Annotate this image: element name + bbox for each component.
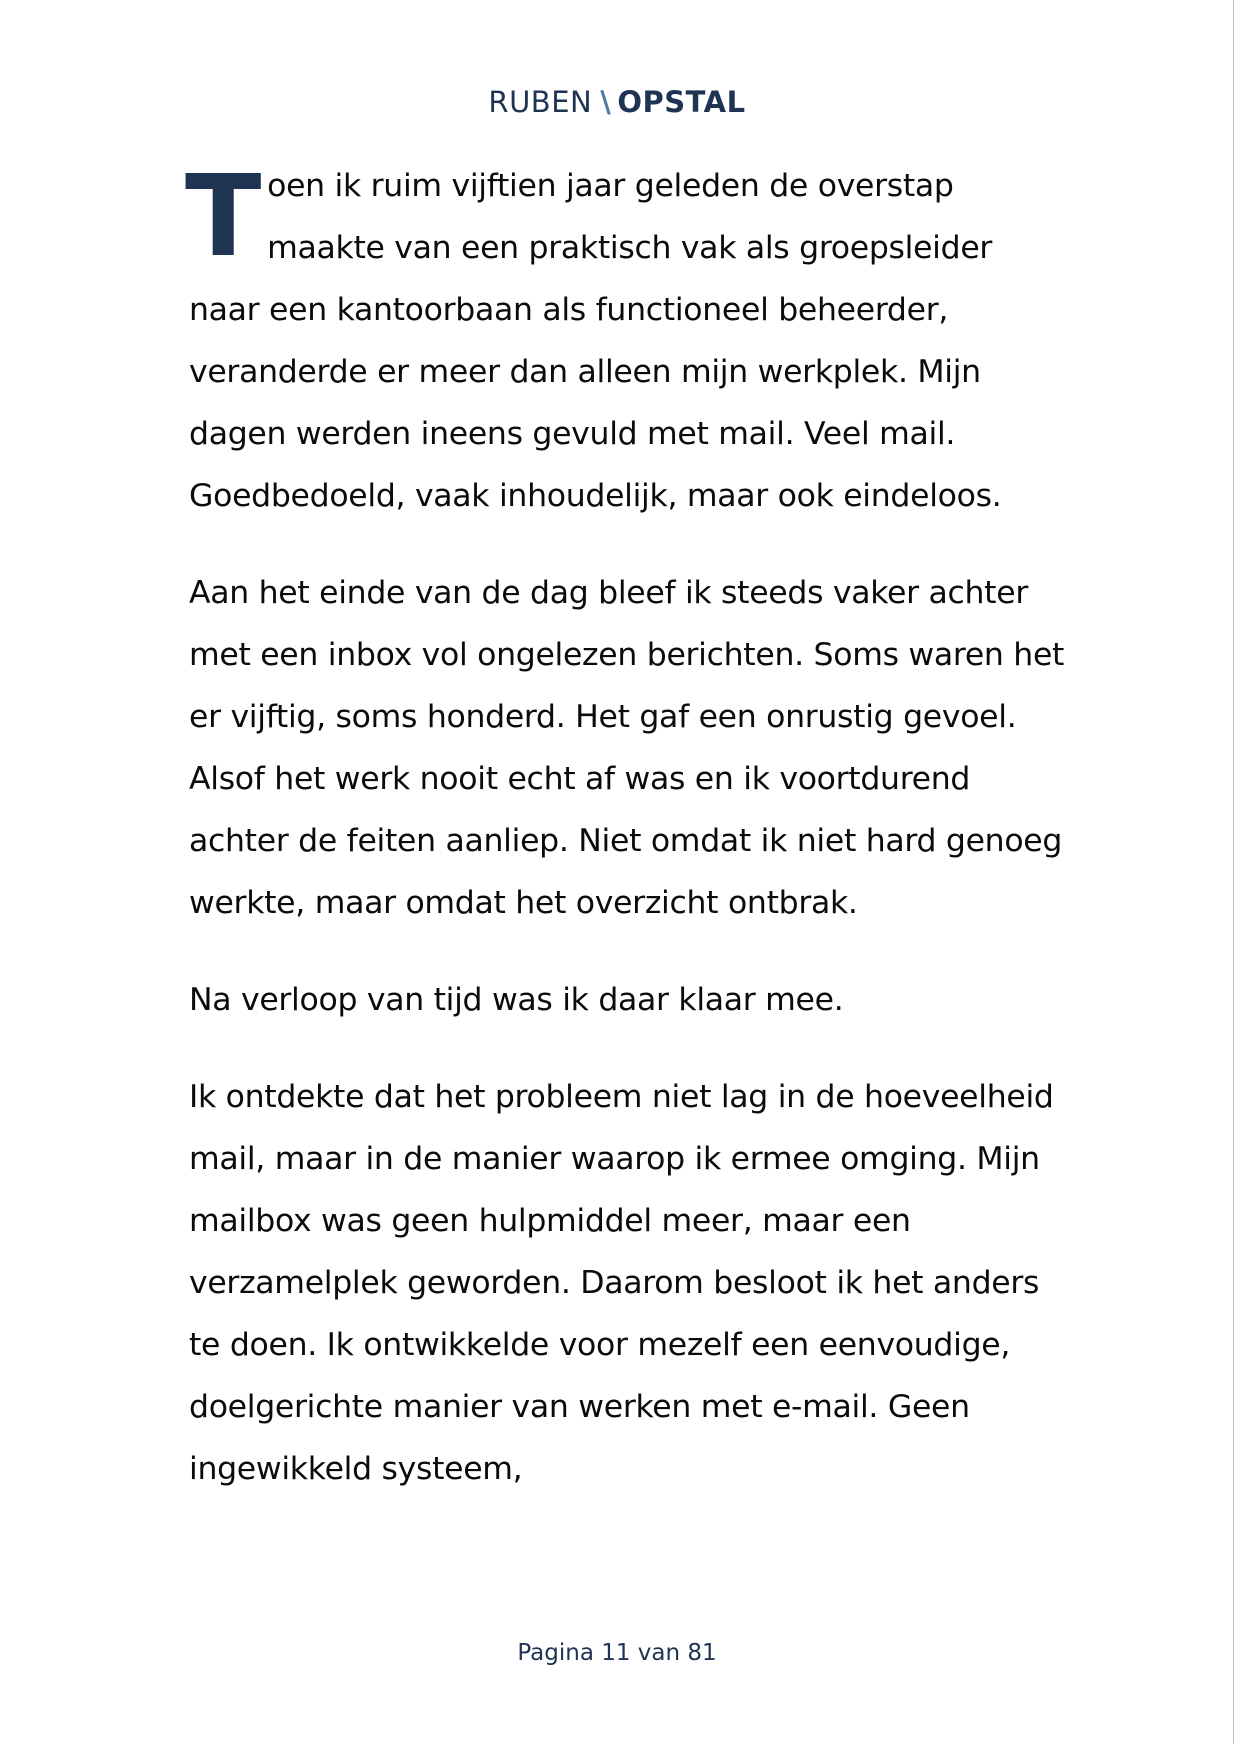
paragraph-2: Aan het einde van de dag bleef ik steeds vaker achter met een inbox vol ongelezen berichten. Soms waren het er vijftig, soms honderd. Het gaf een onrustig gevoel. Alsof het werk nooit echt af was en ik voortdurend achter de feiten aanliep. Niet omdat ik niet hard genoeg werkte, maar omdat het overzicht ontbrak. (189, 575, 1065, 921)
paragraph-4: Ik ontdekte dat het probleem niet lag in de hoeveelheid mail, maar in de manier waarop ik ermee omging. Mijn mailbox was geen hulpmiddel meer, maar een verzamelplek geworden. Daarom besloot ik het anders te doen. Ik ontwikkelde voor mezelf een eenvoudige, doelgerichte manier van werken met e-mail. Geen ingewikkeld systeem, (189, 1079, 1054, 1487)
page-number-footer: Pagina 11 van 81 (517, 1640, 717, 1666)
drop-cap-letter: T (185, 152, 262, 282)
header-separator: \ (600, 85, 612, 119)
paragraph-3: Na verloop van tijd was ik daar klaar mee. (189, 982, 844, 1018)
header-last-name: OPSTAL (617, 85, 746, 119)
paragraph-1-text: oen ik ruim vijftien jaar geleden de overstap maakte van een praktisch vak als groepsleider naar een kantoorbaan als functioneel beheerder, veranderde er meer dan alleen mijn werkplek. Mijn dagen werden ineens gevuld met mail. Veel mail. Goedbedoeld, vaak inhoudelijk, maar ook eindeloos. (189, 168, 1002, 514)
header-first-name: RUBEN (488, 85, 593, 119)
paragraph-1 (185, 152, 1069, 527)
page-header-logo (0, 82, 1234, 122)
page-body-text (185, 152, 1069, 1535)
